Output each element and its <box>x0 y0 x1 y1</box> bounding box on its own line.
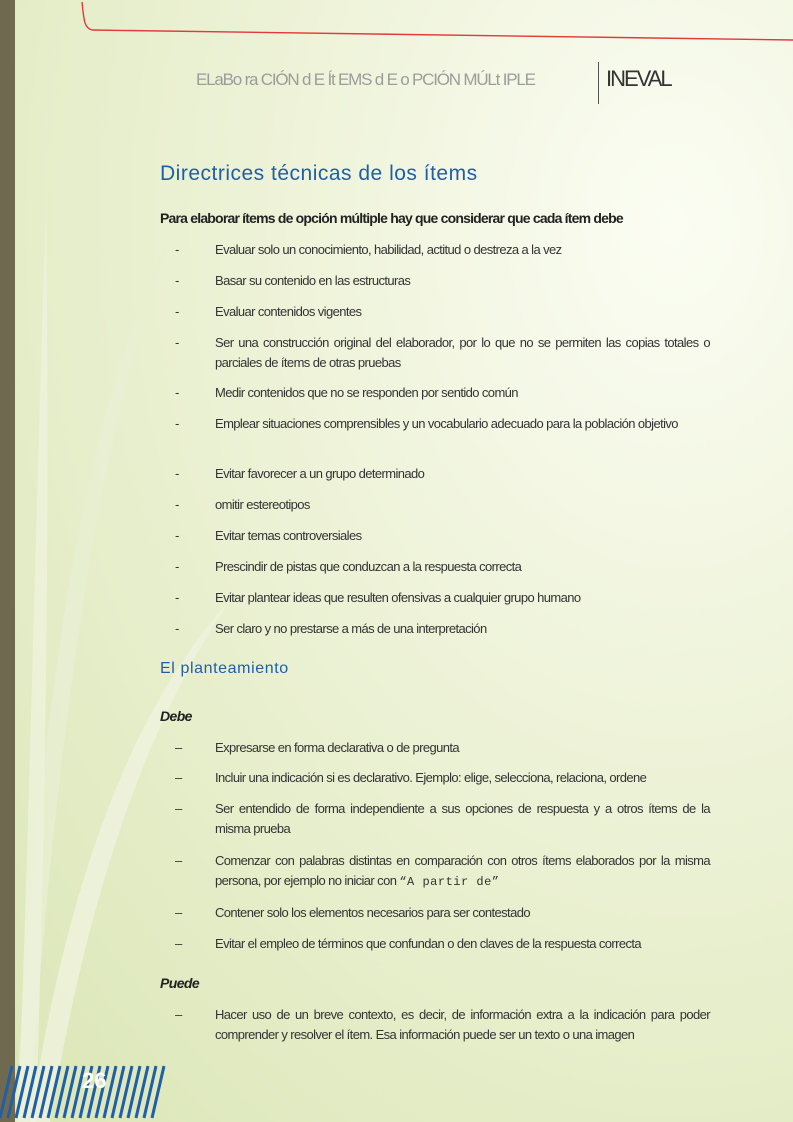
intro-sentence: Para elaborar ítems de opción múltiple hay que considerar que cada ítem debe <box>160 210 623 226</box>
list-item: - Evaluar contenidos vigentes <box>175 304 362 319</box>
debe-label: Debe <box>160 708 192 724</box>
puede-label: Puede <box>160 975 200 991</box>
puede-list <box>160 1005 710 1067</box>
header-document-title: ELaBo ra CIÓN d E Ít EMS d E o PCIÓN MÚLt IPLE <box>196 70 535 89</box>
list-item: - Emplear situaciones comprensibles y un vocabulario adecuado para la población objetivo <box>175 416 678 431</box>
list-item: - Medir contenidos que no se responden por sentido común <box>175 385 518 400</box>
page-number: 26 <box>82 1068 107 1093</box>
list-item: – Hacer uso de un breve contexto, es decir, de información extra a la indicación para poder comprender y resolver el ítem. Esa información puede ser un texto o una imagen <box>175 1007 710 1042</box>
section-title: Directrices técnicas de los ítems <box>160 162 478 185</box>
list-item: - Ser claro y no prestarse a más de una interpretación <box>175 621 487 636</box>
list-item: – Ser entendido de forma independiente a sus opciones de respuesta y a otros ítems de la misma prueba <box>175 801 710 836</box>
list-item: – Contener solo los elementos necesarios para ser contestado <box>175 905 530 920</box>
debe-list <box>160 738 710 965</box>
quoted-example: “A partir de” <box>399 875 500 889</box>
guidelines-list <box>160 240 710 650</box>
list-item: – Evitar el empleo de términos que confundan o den claves de la respuesta correcta <box>175 936 642 951</box>
list-item: – Expresarse en forma declarativa o de pregunta <box>175 740 459 755</box>
list-item: – Incluir una indicación si es declarativo. Ejemplo: elige, selecciona, relaciona, ordene <box>175 770 647 785</box>
header-separator <box>598 62 599 104</box>
header-red-line <box>82 2 793 40</box>
page-header <box>196 62 696 106</box>
list-item: – Comenzar con palabras distintas en comparación con otros ítems elaborados por la misma persona, por ejemplo no iniciar con “A partir de” <box>175 853 710 889</box>
subsection-title: El planteamiento <box>160 660 289 677</box>
grass-blade-2 <box>18 210 48 1122</box>
list-item: - Basar su contenido en las estructuras <box>175 273 411 288</box>
list-item: - Prescindir de pistas que conduzcan a la respuesta correcta <box>175 559 522 574</box>
list-item: - Ser una construcción original del elaborador, por lo que no se permiten las copias totales o parciales de ítems de otras pruebas <box>175 335 710 370</box>
list-item: - Evitar plantear ideas que resulten ofensivas a cualquier grupo humano <box>175 590 581 605</box>
list-item: - Evaluar solo un conocimiento, habilidad, actitud o destreza a la vez <box>175 242 562 257</box>
header-logo-text: INEVAL <box>606 66 671 91</box>
list-item: - omitir estereotipos <box>175 497 310 512</box>
list-item: - Evitar temas controversiales <box>175 528 362 543</box>
list-item: - Evitar favorecer a un grupo determinado <box>175 466 425 481</box>
